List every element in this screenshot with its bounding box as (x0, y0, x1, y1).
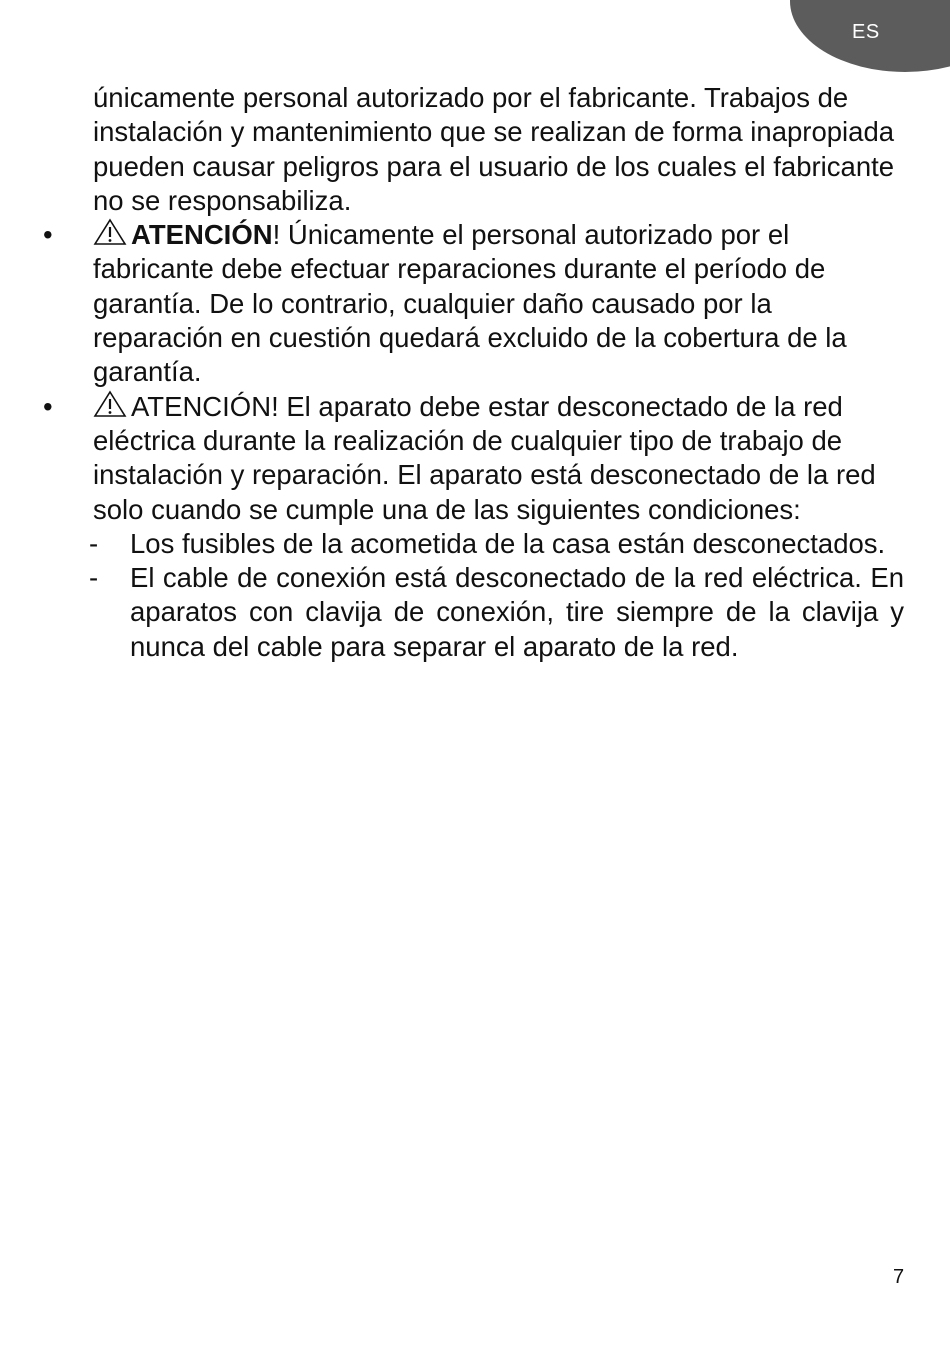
warning-label: ATENCIÓN (131, 390, 272, 422)
bullet-marker: • (43, 390, 53, 422)
dash-marker: - (89, 527, 99, 559)
page-content (43, 81, 904, 664)
language-label: ES (852, 21, 880, 43)
list-item-text: Los fusibles de la acometida de la casa están desconectados. (130, 527, 886, 559)
condition-list (89, 527, 904, 664)
list-item-text: El cable de conexión está desconectado de la red eléctrica. En aparatos con clavija de conexión, tire siempre de la clavija y nunca del cable para separar el aparato de la red. (130, 562, 904, 662)
intro-paragraph: únicamente personal autorizado por el fabricante. Trabajos de instalación y mantenimiento que se realizan de forma inapropiada pueden causar peligros para el usuario de los cuales el fabricante no se responsabiliza. (93, 82, 895, 216)
dash-marker: - (89, 562, 99, 594)
warning-text: ! Únicamente el personal autorizado por el fabricante debe efectuar reparaciones durante el período de garantía. De lo contrario, cualquier daño causado por la reparación en cuestión quedará excluido de la cobertura de la garantía. (93, 219, 847, 388)
warning-triangle-icon (93, 218, 127, 246)
list-item (89, 527, 904, 561)
bullet-marker: • (43, 219, 53, 251)
warning-label: ATENCIÓN (131, 219, 273, 251)
warning-text: ! El aparato debe estar desconectado de la red eléctrica durante la realización de cualquier tipo de trabajo de instalación y reparación. El aparato está desconectado de la red solo cuando se cumple una de las siguientes condiciones: (93, 390, 876, 525)
warning-triangle-icon (93, 390, 127, 418)
list-item (89, 561, 904, 664)
page-number: 7 (893, 1266, 905, 1288)
warning-bullet-disconnect (43, 390, 904, 664)
warning-bullet-warranty (43, 218, 904, 389)
